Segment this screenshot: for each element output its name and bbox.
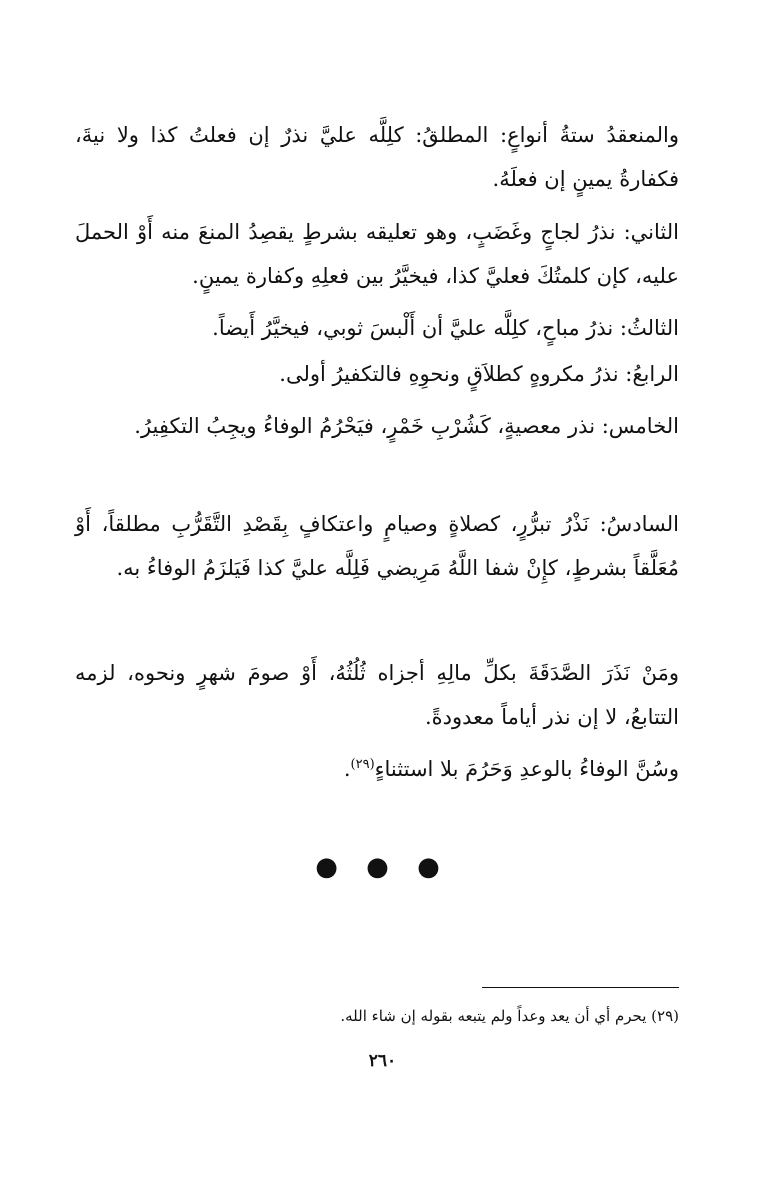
paragraph-third-type: الثالثُ: نذرُ مباحٍ، كلِلَّه عليَّ أن أَلْبسَ ثوبي، فيخيَّرُ أَيضاً. [212,316,679,340]
page-number: ٢٦٠ [368,1051,397,1071]
paragraph-promise [75,747,679,791]
promise-end: . [343,757,351,781]
footnote-rule [482,987,679,988]
paragraph-nadhr-types: والمنعقدُ ستةُ أنواعٍ: المطلقُ: كلِلَّه عليَّ نذرٌ إن فعلتُ كذا ولا نيةَ، فكفارةُ يمينٍ إن فعلَهُ. [75,123,679,191]
paragraph-sixth-type: السادسُ: نَذْرُ تبرُّرٍ، كصلاةٍ وصيامٍ واعتكافٍ بِقَصْدِ التَّقَرُّبِ مطلقاً، أَوْ مُعَلَّقاً بشرطٍ، كإِنْ شفا اللَّهُ مَرِيضي فَلِلَّه عليَّ كذا فَيَلزَمُ الوفاءُ به. [75,512,679,580]
paragraph-fifth-type: الخامس: نذر معصيةٍ، كَشُرْبِ خَمْرٍ، فيَحْرُمُ الوفاءُ ويجِبُ التكفِيرُ. [134,414,679,438]
section-separator: ● ● ● [315,852,450,882]
paragraph-second-type: الثاني: نذرُ لجاجٍ وغَضَبٍ، وهو تعليقه بشرطٍ يقصِدُ المنعَ منه أَوْ الحملَ عليه، كإن كلمتُكَ فعليَّ كذا، فيخيَّرُ بين فعلِهِ وكفارة يمينٍ. [75,220,679,288]
paragraph-fourth-type: الرابعُ: نذرُ مكروهٍ كطلاَقٍ ونحوِهِ فالتكفيرُ أولى. [279,362,679,386]
paragraph-charity-vow: ومَنْ نَذَرَ الصَّدَقَةَ بكلِّ مالِهِ أجزاه ثُلُثُهُ، أَوْ صومَ شهرٍ ونحوه، لزمه التتابعُ، لا إن نذر أياماً معدودةً. [75,661,679,729]
promise-text: وسُنَّ الوفاءُ بالوعدِ وَحَرُمَ بلا استثناءٍ [374,757,679,781]
footnote: (٢٩) يحرم أي أن يعد وعداً ولم يتبعه بقوله إن شاء الله. [340,1007,679,1025]
footnote-reference: (٢٩) [350,757,375,772]
